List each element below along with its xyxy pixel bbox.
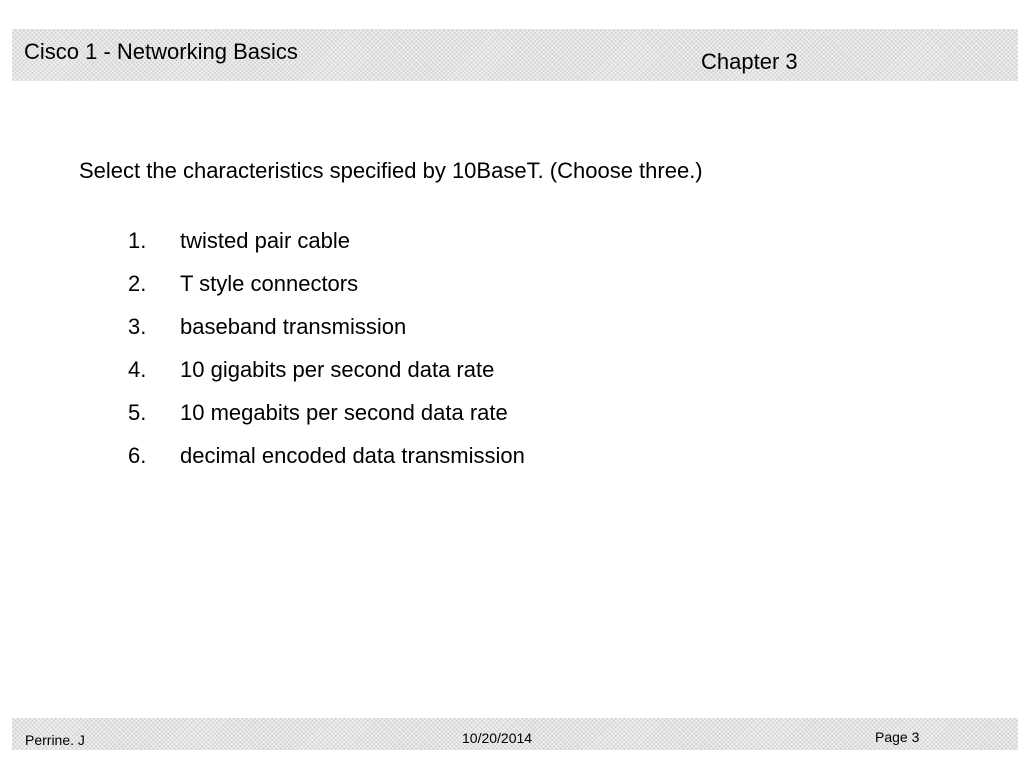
option-number: 6.	[128, 443, 147, 468]
answer-option	[128, 314, 525, 357]
chapter-label: Chapter 3	[701, 49, 798, 74]
option-number: 1.	[128, 228, 147, 253]
author-label: Perrine. J	[25, 732, 85, 748]
question-text: Select the characteristics specified by 10BaseT. (Choose three.)	[79, 158, 703, 183]
answer-option	[128, 357, 525, 400]
answer-option	[128, 400, 525, 443]
answer-option	[128, 443, 525, 486]
option-number: 3.	[128, 314, 147, 339]
option-number: 2.	[128, 271, 147, 296]
course-title: Cisco 1 - Networking Basics	[24, 39, 298, 64]
answer-option	[128, 228, 525, 271]
option-text: decimal encoded data transmission	[180, 443, 525, 468]
footer-bar	[12, 718, 1018, 750]
answer-options-list	[128, 228, 525, 486]
option-number: 5.	[128, 400, 147, 425]
option-text: baseband transmission	[180, 314, 407, 339]
option-text: twisted pair cable	[180, 228, 350, 253]
page-number: Page 3	[875, 729, 920, 745]
option-text: 10 megabits per second data rate	[180, 400, 508, 425]
date-label: 10/20/2014	[462, 730, 533, 746]
option-text: 10 gigabits per second data rate	[180, 357, 495, 382]
option-number: 4.	[128, 357, 147, 382]
header-bar	[12, 29, 1018, 81]
answer-option	[128, 271, 525, 314]
option-text: T style connectors	[180, 271, 359, 296]
